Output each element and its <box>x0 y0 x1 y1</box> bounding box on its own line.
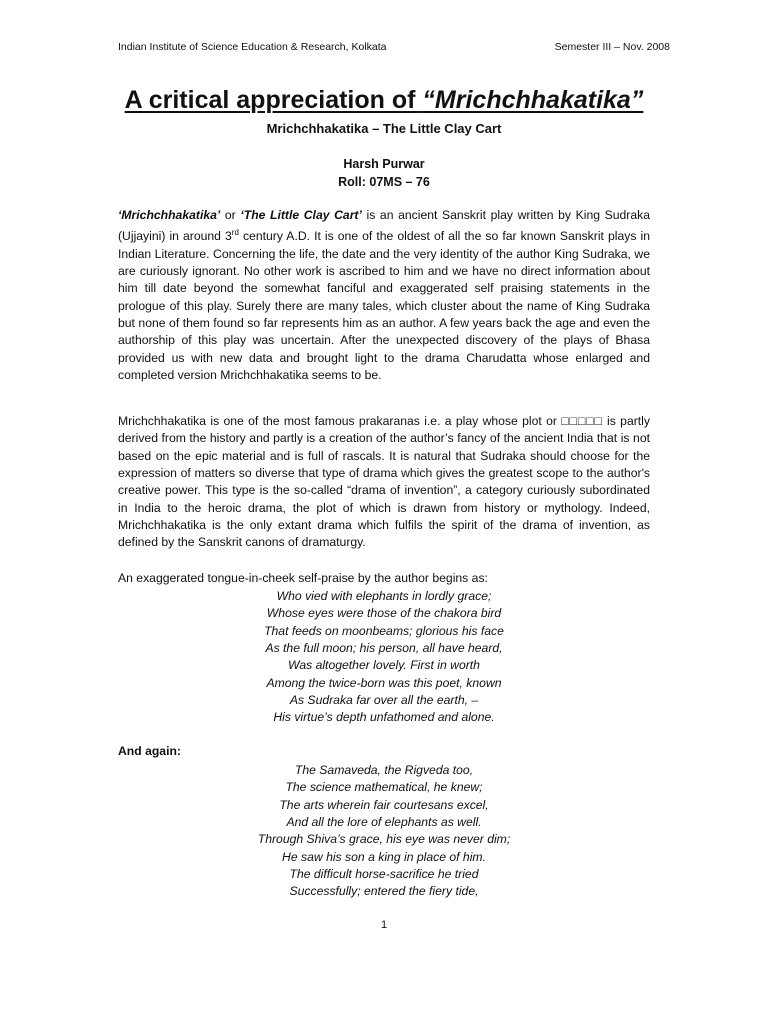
poem-line: The science mathematical, he knew; <box>285 780 483 795</box>
poem-line: Was altogether lovely. First in worth <box>288 658 480 673</box>
title-prefix: A critical appreciation of <box>124 86 423 114</box>
poem-line: As the full moon; his person, all have heard, <box>265 641 503 656</box>
poem-line: The Samaveda, the Rigveda too, <box>294 763 474 777</box>
poem-line: That feeds on moonbeams; glorious his face <box>264 623 504 638</box>
poem-line: The arts wherein fair courtesans excel, <box>279 797 489 812</box>
poem-line: As Sudraka far over all the earth, – <box>289 693 479 708</box>
paragraph-3: An exaggerated tongue-in-cheek self-praise by the author begins as: <box>118 571 488 585</box>
poem-line: Whose eyes were those of the chakora bird <box>266 606 502 621</box>
author-name: Harsh Purwar <box>343 157 425 171</box>
poem-line: And all the lore of elephants as well. <box>286 815 482 830</box>
poem-line: The difficult horse-sacrifice he tried <box>289 867 479 882</box>
p1-title-sanskrit: ‘Mrichchhakatika’ <box>118 208 221 222</box>
poem-line: Successfully; entered the fiery tide, <box>289 884 479 899</box>
p1-or: or <box>220 208 241 222</box>
document-title <box>0 86 768 115</box>
page-number: 1 <box>380 919 388 931</box>
poem-2 <box>118 762 650 901</box>
poem-line: His virtue’s depth unfathomed and alone. <box>273 710 495 725</box>
title-play-name: “Mrichchhakatika” <box>422 86 644 114</box>
author-block <box>0 155 768 191</box>
paragraph-2: Mrichchhakatika is one of the most famous prakaranas i.e. a play whose plot or □□□□□ is partly derived from the history and partly is a creation of the author’s fancy of the ancient India that is not based on the epic material and is full of rascals. It is natural that Sudraka should choose for the expression of matters so diverse that type of drama which gives the greatest scope to the author's creative power. This type is the so-called “drama of invention”, a category curiously subordinated in India to the heroic drama, the plot of which is drawn from history or mythology. Indeed, Mrichchhakatika is the only extant drama which fulfils the spirit of the drama of invention, as defined by the Sanskrit canons of dramaturgy. <box>118 414 650 550</box>
poem-1 <box>118 588 650 727</box>
p1-text-b: century A.D. It is one of the oldest of all the so far known Sanskrit plays in Indian Literature. Concerning the life, the date and the very identity of the author King Sudraka, we are curiously ignorant. No other work is ascribed to him and we have no direct information about him till date beyond the somewhat fanciful and exaggerated self praising statements in the prologue of this play. Surely there are many tales, which cluster about the name of King Sudraka but none of them found so far represents him as an author. A few years back the age and even the authorship of this play was uncertain. After the unexpected discovery of the plays of Bhasa provided us with new data and brought light to the drama Charudatta whose enlarged and completed version Mrichchhakatika seems to be. <box>118 229 650 383</box>
and-again-label: And again: <box>118 744 181 758</box>
poem-line: Among the twice-born was this poet, known <box>266 675 502 690</box>
poem-line: Who vied with elephants in lordly grace; <box>276 589 492 603</box>
author-roll: Roll: 07MS – 76 <box>338 175 430 189</box>
p1-superscript: rd <box>231 228 239 238</box>
document-subtitle: Mrichchhakatika – The Little Clay Cart <box>266 121 502 136</box>
poem-line: Through Shiva’s grace, his eye was never dim; <box>257 832 511 847</box>
paragraph-1 <box>118 207 650 385</box>
title-text <box>125 86 644 114</box>
p1-text-a: is an ancient Sanskrit play written by King Sudraka (Ujjayini) in around 3 <box>118 208 651 244</box>
poem-line: He saw his son a king in place of him. <box>282 849 486 864</box>
page-header <box>118 41 670 53</box>
header-semester: Semester III – Nov. 2008 <box>554 41 670 53</box>
p1-title-english: ‘The Little Clay Cart’ <box>240 208 362 222</box>
header-institute: Indian Institute of Science Education & Research, Kolkata <box>118 41 387 53</box>
